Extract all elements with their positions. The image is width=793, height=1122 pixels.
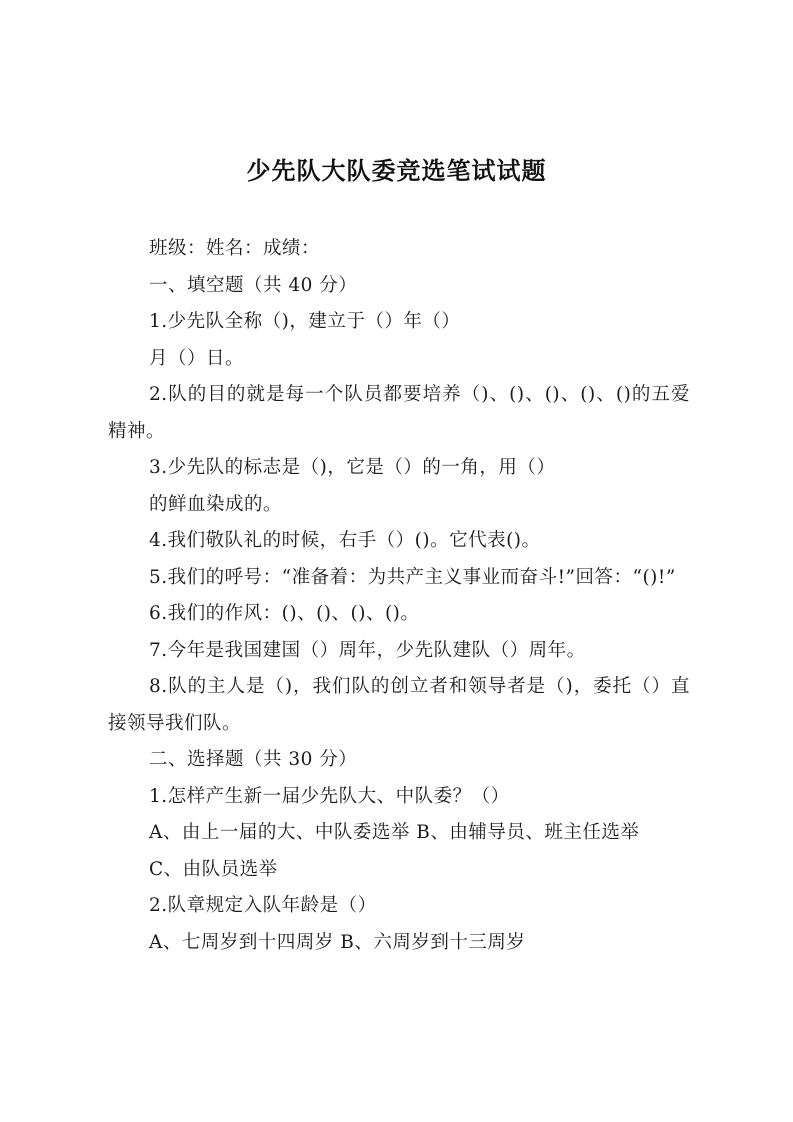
question-line: 8.队的主人是（)，我们队的创立者和领导者是（)，委托（）直接领导我们队。 [108,676,690,734]
question-line: 3.少先队的标志是（)，它是（）的一角，用（） [149,457,556,478]
section-heading-choice: 二、选择题（共 30 分） [149,749,358,770]
question-line: 月（）日。 [149,347,245,369]
question-line: 5.我们的呼号：“准备着：为共产主义事业而奋斗!”回答：“()!” [149,566,676,588]
question-line: 1.怎样产生新一届少先队大、中队委？（） [149,785,510,807]
question-line: 的鲜血染成的。 [149,493,283,515]
question-line: 1.少先队全称（)，建立于（）年（） [149,311,461,332]
answer-options-line: C、由队员选举 [149,858,278,880]
document-body [108,231,690,961]
answer-options-line: A、七周岁到十四周岁 B、六周岁到十三周岁 [149,931,526,953]
section-heading-fill-in: 一、填空题（共 40 分） [149,274,358,296]
answer-options-line: A、由上一届的大、中队委选举 B、由辅导员、班主任选举 [149,822,640,843]
question-line: 2.队章规定入队年龄是（） [149,895,377,916]
question-line: 7.今年是我国建国（）周年，少先队建队（）周年。 [149,639,586,661]
question-line: 2.队的目的就是每一个队员都要培养（)、()、()、()、()的五爱精神。 [108,384,690,442]
document-title: 少先队大队委竞选笔试试题 [246,157,547,185]
info-line: 班级：姓名：成绩： [149,238,321,259]
question-line: 4.我们敬队礼的时候，右手（）()。它代表()。 [149,530,541,551]
question-line: 6.我们的作风：()、()、()、()。 [149,603,420,624]
